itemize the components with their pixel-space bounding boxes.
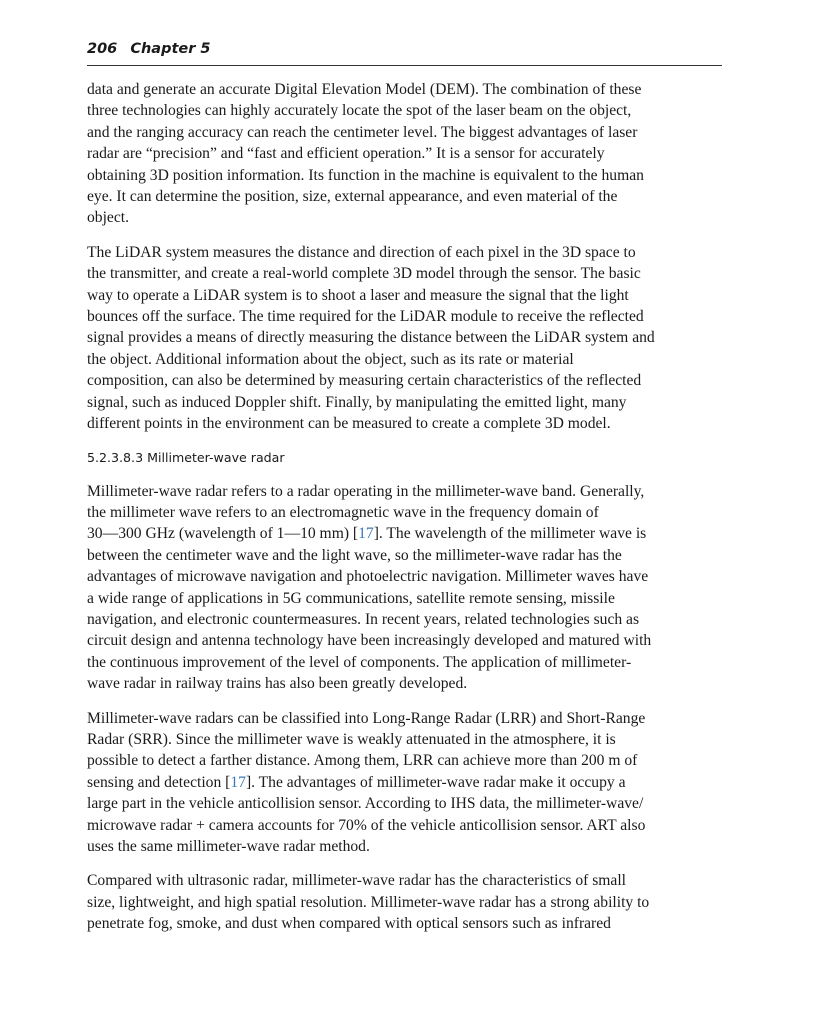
text-line: uses the same millimeter-wave radar method. (87, 838, 370, 855)
text-line (87, 772, 727, 793)
text-line: size, lightweight, and high spatial resolution. Millimeter-wave radar has a strong ability to (87, 893, 650, 911)
paragraph-lrr-srr (87, 708, 727, 858)
body-text (87, 79, 727, 948)
text-line: composition, can also be determined by measuring certain characteristics of the reflected (87, 372, 642, 390)
text-line: between the centimeter wave and the light wave, so the millimeter-wave radar has the (87, 546, 622, 564)
text-line: signal, such as induced Doppler shift. Finally, by manipulating the emitted light, many (87, 393, 627, 411)
text-line: way to operate a LiDAR system is to shoot a laser and measure the signal that the light (87, 286, 629, 304)
text-line: Radar (SRR). Since the millimeter wave is weakly attenuated in the atmosphere, it is (87, 730, 616, 748)
section-heading: 5.2.3.8.3 Millimeter-wave radar (87, 449, 285, 465)
text-line: bounces off the surface. The time required for the LiDAR module to receive the reflected (87, 308, 644, 326)
text-line: microwave radar + camera accounts for 70% of the vehicle anticollision sensor. ART also (87, 816, 646, 834)
text-span: sensing and detection [ (87, 773, 231, 791)
text-line: Millimeter-wave radars can be classified into Long-Range Radar (LRR) and Short-Range (87, 709, 646, 727)
text-line (87, 523, 727, 544)
text-line: The LiDAR system measures the distance and direction of each pixel in the 3D space to (87, 243, 636, 261)
text-line: navigation, and electronic countermeasures. In recent years, related technologies such as (87, 610, 640, 628)
text-line: Compared with ultrasonic radar, millimeter-wave radar has the characteristics of small (87, 872, 627, 890)
text-line: eye. It can determine the position, size, external appearance, and even material of the (87, 188, 618, 206)
text-line: and the ranging accuracy can reach the centimeter level. The biggest advantages of laser (87, 123, 638, 141)
paragraph-lidar-system (87, 242, 727, 435)
text-line: three technologies can highly accurately locate the spot of the laser beam on the object, (87, 102, 632, 120)
page-number: 206 (87, 41, 118, 57)
text-span: 30—300 GHz (wavelength of 1—10 mm) [ (87, 525, 359, 543)
text-line: the transmitter, and create a real-world complete 3D model through the sensor. The basic (87, 265, 641, 283)
citation-link[interactable]: 17 (358, 525, 374, 543)
citation-link[interactable]: 17 (230, 773, 246, 791)
text-span: ]. The advantages of millimeter-wave radar make it occupy a (245, 773, 626, 791)
paragraph-mmwave-definition (87, 481, 727, 695)
text-line: a wide range of applications in 5G communications, satellite remote sensing, missile (87, 589, 615, 607)
text-line: different points in the environment can be measured to create a complete 3D model. (87, 415, 611, 433)
text-line: obtaining 3D position information. Its function in the machine is equivalent to the human (87, 166, 644, 184)
text-line: the millimeter wave refers to an electromagnetic wave in the frequency domain of (87, 503, 599, 521)
text-line: data and generate an accurate Digital Elevation Model (DEM). The combination of these (87, 81, 642, 98)
text-line: object. (87, 209, 129, 227)
text-line: radar are “precision” and “fast and efficient operation.” It is a sensor for accurately (87, 145, 605, 163)
text-line: wave radar in railway trains has also been greatly developed. (87, 675, 468, 693)
chapter-title: Chapter 5 (130, 41, 211, 57)
paragraph-dem-lidar-intro (87, 79, 727, 229)
text-line: advantages of microwave navigation and photoelectric navigation. Millimeter waves have (87, 568, 649, 586)
text-line: circuit design and antenna technology have been increasingly developed and matured with (87, 632, 652, 650)
text-line: Millimeter-wave radar refers to a radar operating in the millimeter-wave band. Generally, (87, 482, 645, 500)
text-span: ]. The wavelength of the millimeter wave is (373, 525, 647, 543)
text-line: possible to detect a farther distance. Among them, LRR can achieve more than 200 m of (87, 752, 638, 770)
paragraph-ultrasonic-comparison (87, 870, 727, 934)
text-line: large part in the vehicle anticollision sensor. According to IHS data, the millimeter-wave/ (87, 795, 644, 813)
running-head (87, 39, 722, 66)
text-line: the object. Additional information about the object, such as its rate or material (87, 350, 574, 368)
text-line: the continuous improvement of the level of components. The application of millimeter- (87, 653, 632, 671)
text-line: signal provides a means of directly measuring the distance between the LiDAR system and (87, 329, 655, 347)
text-line: penetrate fog, smoke, and dust when compared with optical sensors such as infrared (87, 915, 611, 933)
